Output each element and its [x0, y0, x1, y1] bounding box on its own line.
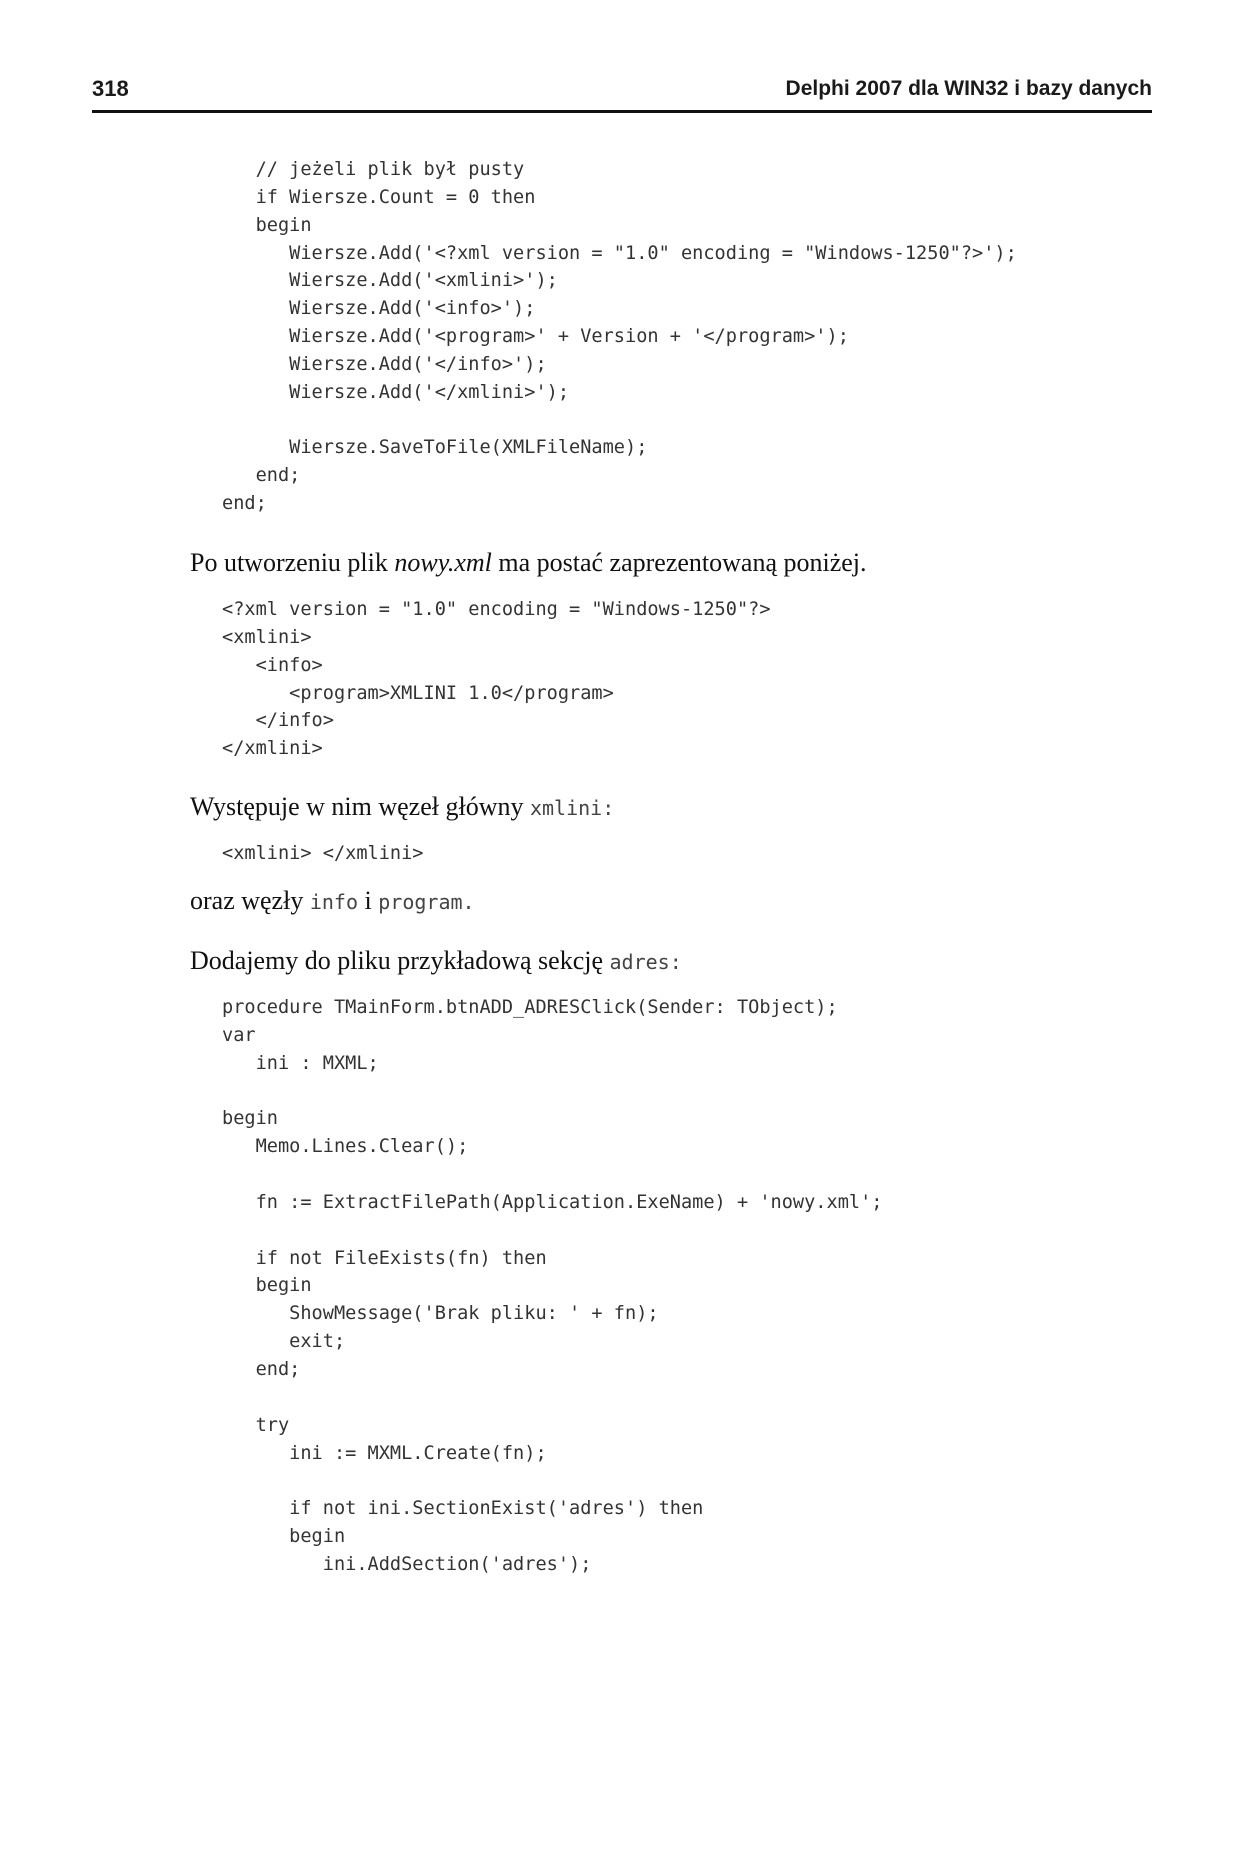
code-line: Memo.Lines.Clear();	[222, 1136, 469, 1158]
code-line: ini := MXML.Create(fn);	[222, 1442, 547, 1464]
book-title: Delphi 2007 dla WIN32 i bazy danych	[785, 77, 1152, 100]
paragraph-text: Występuje w nim węzeł główny	[190, 792, 530, 821]
code-line: Wiersze.Add('</info>');	[222, 353, 547, 375]
inline-code: program	[378, 890, 463, 914]
code-line	[222, 1467, 882, 1495]
paragraph-root-node	[190, 790, 614, 825]
inline-code: :	[602, 796, 615, 820]
code-line: </xmlini>	[222, 738, 323, 760]
running-header	[92, 74, 1152, 113]
code-line: <?xml version = "1.0" encoding = "Windows-1250"?>	[222, 599, 771, 620]
code-line: <program>XMLINI 1.0</program>	[222, 682, 614, 704]
paragraph-text: Dodajemy do pliku przykładową sekcję	[190, 946, 610, 975]
code-line: Wiersze.Add('<program>' + Version + '</program>');	[222, 326, 849, 348]
code-line: if not FileExists(fn) then	[222, 1247, 547, 1269]
code-line: Wiersze.Add('<info>');	[222, 298, 536, 320]
paragraph-text: ma postać zaprezentowaną poniżej.	[491, 548, 867, 577]
code-line: end;	[222, 465, 301, 487]
code-listing-root-node	[222, 840, 424, 868]
code-line	[222, 1384, 882, 1412]
code-listing-save-xml	[222, 156, 1017, 518]
paragraph-file-result	[190, 546, 867, 580]
code-line: <xmlini> </xmlini>	[222, 843, 424, 864]
code-line	[222, 1217, 882, 1245]
code-line	[222, 1161, 882, 1189]
code-line: begin	[222, 1526, 346, 1548]
inline-code: :	[669, 950, 682, 974]
inline-code: adres	[609, 950, 670, 974]
code-line: begin	[222, 1275, 312, 1297]
paragraph-text: i	[358, 886, 379, 915]
code-listing-add-address	[222, 994, 882, 1579]
paragraph-add-section	[190, 944, 682, 979]
code-line	[222, 407, 1017, 435]
code-line: Wiersze.Add('<?xml version = "1.0" encoding = "Windows-1250"?>');	[222, 242, 1017, 264]
code-line: exit;	[222, 1331, 346, 1353]
code-listing-xml-file	[222, 596, 771, 763]
code-line: <xmlini>	[222, 626, 312, 648]
paragraph-text: Po utworzeniu plik	[190, 548, 395, 577]
code-line: ShowMessage('Brak pliku: ' + fn);	[222, 1303, 659, 1325]
code-line: Wiersze.Add('</xmlini>');	[222, 381, 570, 403]
code-line: begin	[222, 1108, 278, 1130]
code-line: end;	[222, 493, 267, 515]
paragraph-nodes	[190, 884, 475, 919]
code-line: // jeżeli plik był pusty	[222, 159, 525, 180]
file-name: nowy.xml	[394, 548, 492, 577]
code-line: Wiersze.Add('<xmlini>');	[222, 270, 558, 292]
code-line: ini : MXML;	[222, 1052, 379, 1074]
paragraph-text: oraz węzły	[190, 886, 310, 915]
code-line	[222, 1078, 882, 1106]
code-line: procedure TMainForm.btnADD_ADRESClick(Sender: TObject);	[222, 997, 838, 1018]
inline-code: .	[462, 890, 475, 914]
code-line: end;	[222, 1358, 301, 1380]
code-line: var	[222, 1024, 256, 1046]
inline-code: info	[309, 890, 358, 914]
code-line: <info>	[222, 654, 323, 676]
code-line: ini.AddSection('adres');	[222, 1553, 592, 1575]
code-line: begin	[222, 214, 312, 236]
code-line: try	[222, 1414, 290, 1436]
code-line: fn := ExtractFilePath(Application.ExeName) + 'nowy.xml';	[222, 1191, 883, 1213]
code-line: Wiersze.SaveToFile(XMLFileName);	[222, 437, 648, 459]
code-line: if Wiersze.Count = 0 then	[222, 186, 536, 208]
code-line: if not ini.SectionExist('adres') then	[222, 1498, 704, 1520]
code-line: </info>	[222, 710, 334, 732]
page-number: 318	[92, 76, 129, 101]
inline-code: xmlini	[529, 796, 603, 820]
